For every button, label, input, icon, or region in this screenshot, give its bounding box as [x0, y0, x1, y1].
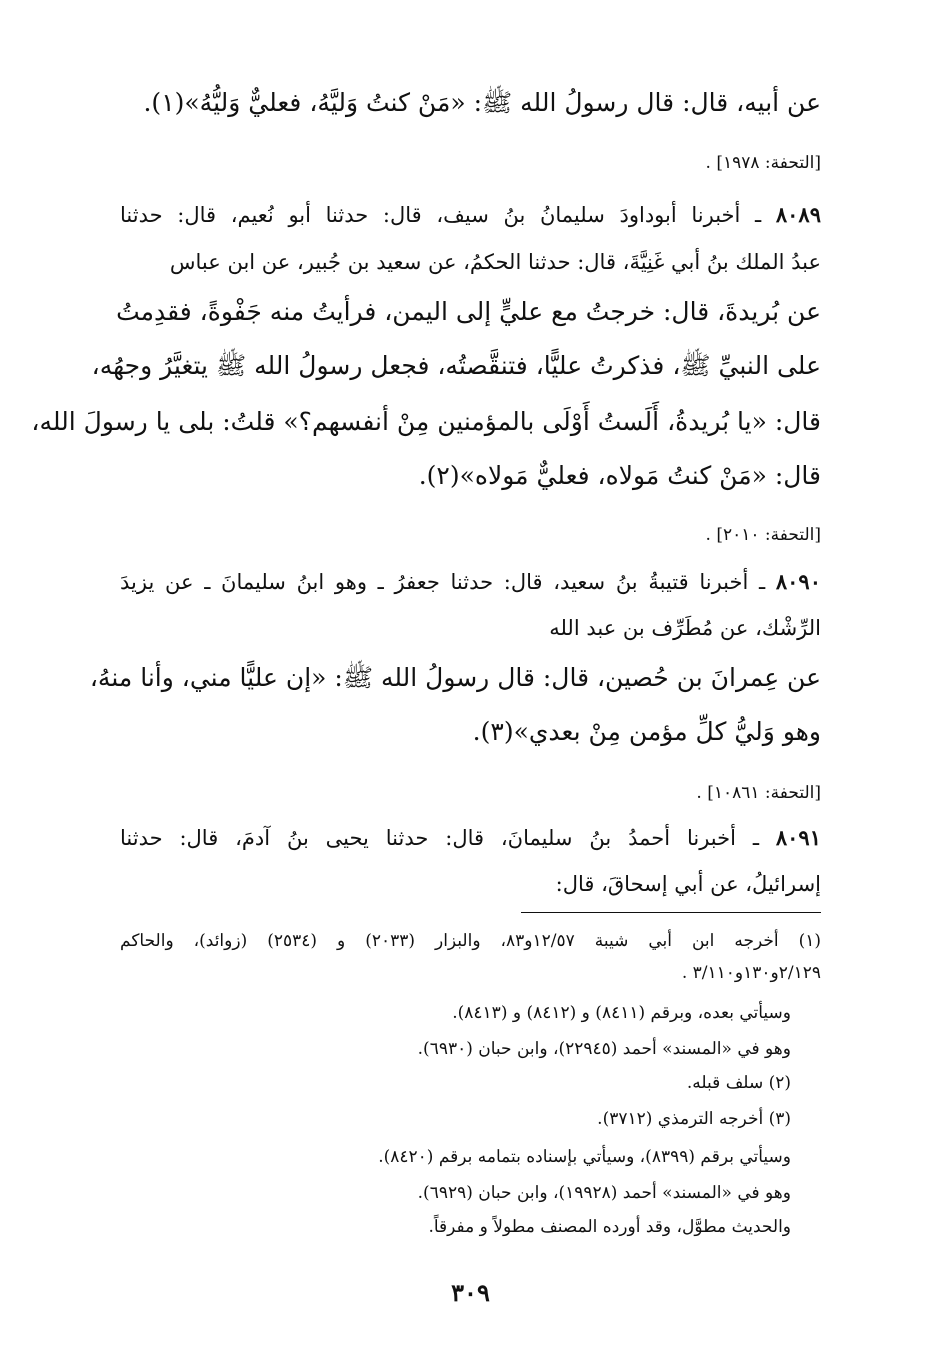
page-number: ٣٠٩ — [451, 1278, 490, 1307]
hadith-text-line: قال: «مَنْ كنتُ مَولاه، فعليٌّ مَولاه»(٢). — [418, 461, 821, 490]
hadith-number: ٨٠٩٠ — [775, 569, 821, 594]
tuhfa-reference: [التحفة: ١٠٨٦١] . — [696, 783, 821, 803]
footnote-line: والحديث مطوَّل، وقد أورده المصنف مطولاً و مفرقاً. — [428, 1217, 791, 1237]
footnote-line: ٢/١٢٩و١٣٠و٣/١١٠ . — [681, 963, 821, 983]
footnote-line: (٢) سلف قبله. — [686, 1073, 791, 1093]
hadith-8091-isnad-line: إسرائيلُ، عن أبي إسحاقَ، قال: — [555, 872, 821, 896]
hadith-text-line: عن أبيه، قال: قال رسولُ الله ﷺ: «مَنْ كنتُ وَليَّهُ، فعليٌّ وَليُّهُ»(١). — [143, 88, 821, 117]
footnote-line: (١) أخرجه ابن أبي شيبة ١٢/٥٧و٨٣، والبزار (٢٠٣٣) و (٢٥٣٤) (زوائد)، والحاكم — [120, 931, 821, 951]
footnote-line: وسيأتي برقم (٨٣٩٩)، وسيأتي بإسناده بتمامه برقم (٨٤٢٠). — [378, 1147, 791, 1167]
footnote-line: وهو في «المسند» أحمد (١٩٩٢٨)، وابن حبان (٦٩٢٩). — [417, 1183, 791, 1203]
hadith-text-line: وهو وَليُّ كلِّ مؤمن مِنْ بعدي»(٣). — [472, 717, 821, 746]
hadith-8090-isnad-line: الرِّشْك، عن مُطَرِّف بن عبد الله — [549, 616, 821, 640]
hadith-number: ٨٠٨٩ — [775, 202, 821, 227]
tuhfa-reference: [التحفة: ١٩٧٨] . — [705, 153, 821, 173]
tuhfa-reference: [التحفة: ٢٠١٠] . — [705, 525, 821, 545]
hadith-text-line: عن بُريدةَ، قال: خرجتُ مع عليٍّ إلى اليمن، فرأيتُ منه جَفْوةً، فقدِمتُ — [116, 297, 821, 326]
footnote-line: (٣) أخرجه الترمذي (٣٧١٢). — [597, 1109, 791, 1129]
footnote-line: وسيأتي بعده، وبرقم (٨٤١١) و (٨٤١٢) و (٨٤١٣). — [452, 1003, 791, 1023]
footnote-line: وهو في «المسند» أحمد (٢٢٩٤٥)، وابن حبان (٦٩٣٠). — [417, 1039, 791, 1059]
hadith-text-line: قال: «يا بُريدةُ، أَلَستُ أَوْلَى بالمؤمنين مِنْ أنفسهم؟» قلتُ: بلى يا رسولَ الله، — [31, 407, 821, 436]
footnote-separator — [521, 912, 821, 913]
hadith-8089-isnad-line: عبدُ الملك بنُ أبي غَنِيَّةَ، قال: حدثنا الحكمُ، عن سعيد بن جُبير، عن ابن عباس — [169, 250, 821, 274]
hadith-8091-isnad-line: ٨٠٩١ ـ أخبرنا أحمدُ بنُ سليمانَ، قال: حدثنا يحيى بنُ آدمَ، قال: حدثنا — [120, 825, 821, 850]
hadith-number: ٨٠٩١ — [775, 825, 821, 850]
hadith-8090-isnad-line: ٨٠٩٠ ـ أخبرنا قتيبةُ بنُ سعيد، قال: حدثنا جعفرُ ـ وهو ابنُ سليمانَ ـ عن يزيدَ — [120, 569, 821, 594]
hadith-text-line: على النبيِّ ﷺ، فذكرتُ عليًّا، فتنقَّصتُه، فجعل رسولُ الله ﷺ يتغيَّرُ وجهُه، — [91, 351, 821, 380]
hadith-text-line: عن عِمرانَ بن حُصين، قال: قال رسولُ الله ﷺ: «إن عليًّا مني، وأنا منهُ، — [89, 663, 821, 692]
hadith-8089-isnad-line: ٨٠٨٩ ـ أخبرنا أبوداودَ سليمانُ بنُ سيف، قال: حدثنا أبو نُعيم، قال: حدثنا — [120, 202, 821, 227]
